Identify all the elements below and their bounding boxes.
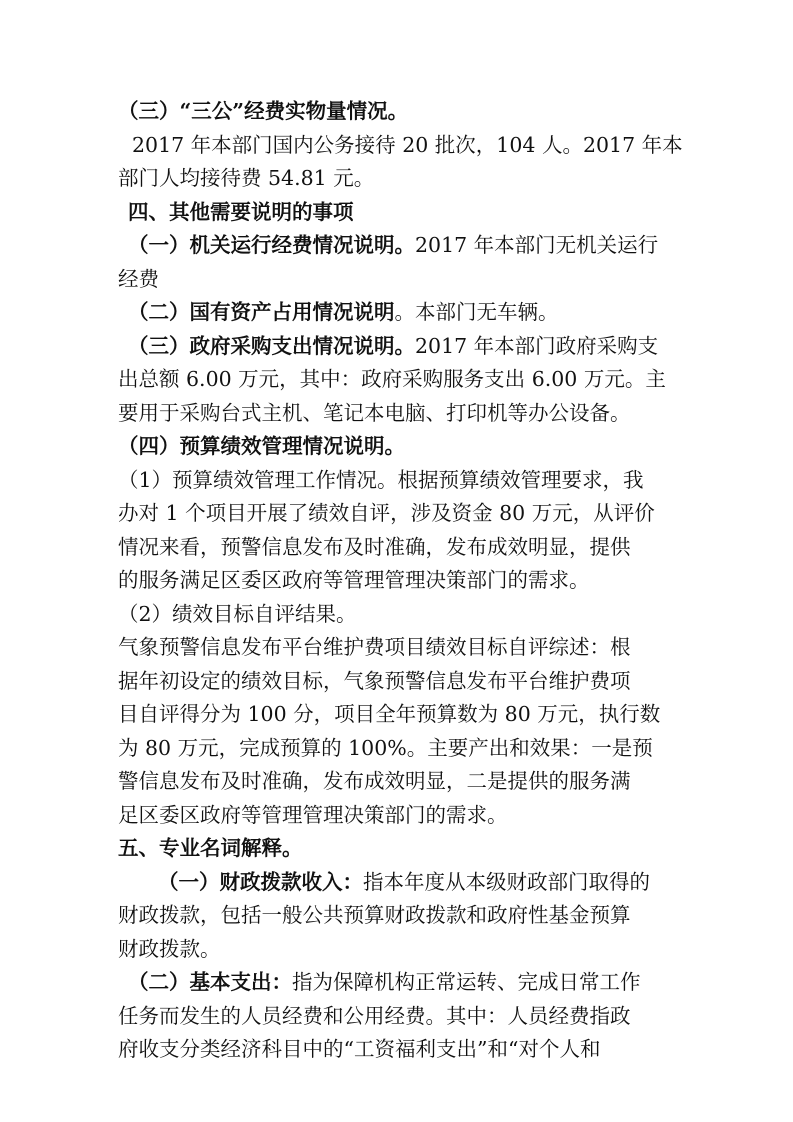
paragraph-line: 财政拨款。 bbox=[118, 937, 221, 961]
paragraph-line: 目自评得分为 100 分，项目全年预算数为 80 万元，执行数 bbox=[118, 702, 661, 726]
paragraph-line: （三）政府采购支出情况说明。2017 年本部门政府采购支 bbox=[128, 334, 659, 358]
paragraph-line: 任务而发生的人员经费和公用经费。其中：人员经费指政 bbox=[118, 1004, 631, 1028]
paragraph-line: 要用于采购台式主机、笔记本电脑、打印机等办公设备。 bbox=[118, 401, 631, 425]
paragraph-line: 据年初设定的绩效目标，气象预警信息发布平台维护费项 bbox=[118, 669, 631, 693]
paragraph-line: 2017 年本部门国内公务接待 20 批次，104 人。2017 年本 bbox=[132, 133, 683, 157]
paragraph-line: 气象预警信息发布平台维护费项目绩效目标自评综述：根 bbox=[118, 635, 631, 659]
paragraph-line: 部门人均接待费 54.81 元。 bbox=[118, 166, 375, 190]
paragraph-line: （2）绩效目标自评结果。 bbox=[118, 602, 357, 626]
subheading-performance: （四）预算绩效管理情况说明。 bbox=[118, 434, 405, 458]
paragraph-line: 警信息发布及时准确，发布成效明显，二是提供的服务满 bbox=[118, 769, 631, 793]
paragraph-line: （二）国有资产占用情况说明。本部门无车辆。 bbox=[128, 300, 559, 324]
paragraph-line: 足区委区政府等管理管理决策部门的需求。 bbox=[118, 803, 508, 827]
paragraph-line: （1）预算绩效管理工作情况。根据预算绩效管理要求，我 bbox=[118, 468, 644, 492]
section-heading-5: 五、专业名词解释。 bbox=[118, 836, 303, 860]
paragraph-line: 经费 bbox=[118, 267, 159, 291]
paragraph-line: 为 80 万元，完成预算的 100%。主要产出和效果：一是预 bbox=[118, 736, 653, 760]
paragraph-line: （一）财政拨款收入：指本年度从本级财政部门取得的 bbox=[158, 870, 650, 894]
paragraph-line: （一）机关运行经费情况说明。2017 年本部门无机关运行 bbox=[128, 233, 659, 257]
section-heading-4: 四、其他需要说明的事项 bbox=[128, 200, 354, 224]
paragraph-line: 府收支分类经济科目中的“工资福利支出”和“对个人和 bbox=[118, 1037, 601, 1061]
heading-sangong-quantity: （三）“三公”经费实物量情况。 bbox=[118, 99, 409, 123]
paragraph-line: 情况来看，预警信息发布及时准确，发布成效明显，提供 bbox=[118, 535, 631, 559]
paragraph-line: 的服务满足区委区政府等管理管理决策部门的需求。 bbox=[118, 568, 590, 592]
paragraph-line: 财政拨款，包括一般公共预算财政拨款和政府性基金预算 bbox=[118, 903, 631, 927]
paragraph-line: 办对 1 个项目开展了绩效自评，涉及资金 80 万元，从评价 bbox=[118, 501, 655, 525]
paragraph-line: 出总额 6.00 万元，其中：政府采购服务支出 6.00 万元。主 bbox=[118, 367, 666, 391]
paragraph-line: （二）基本支出：指为保障机构正常运转、完成日常工作 bbox=[128, 970, 641, 994]
